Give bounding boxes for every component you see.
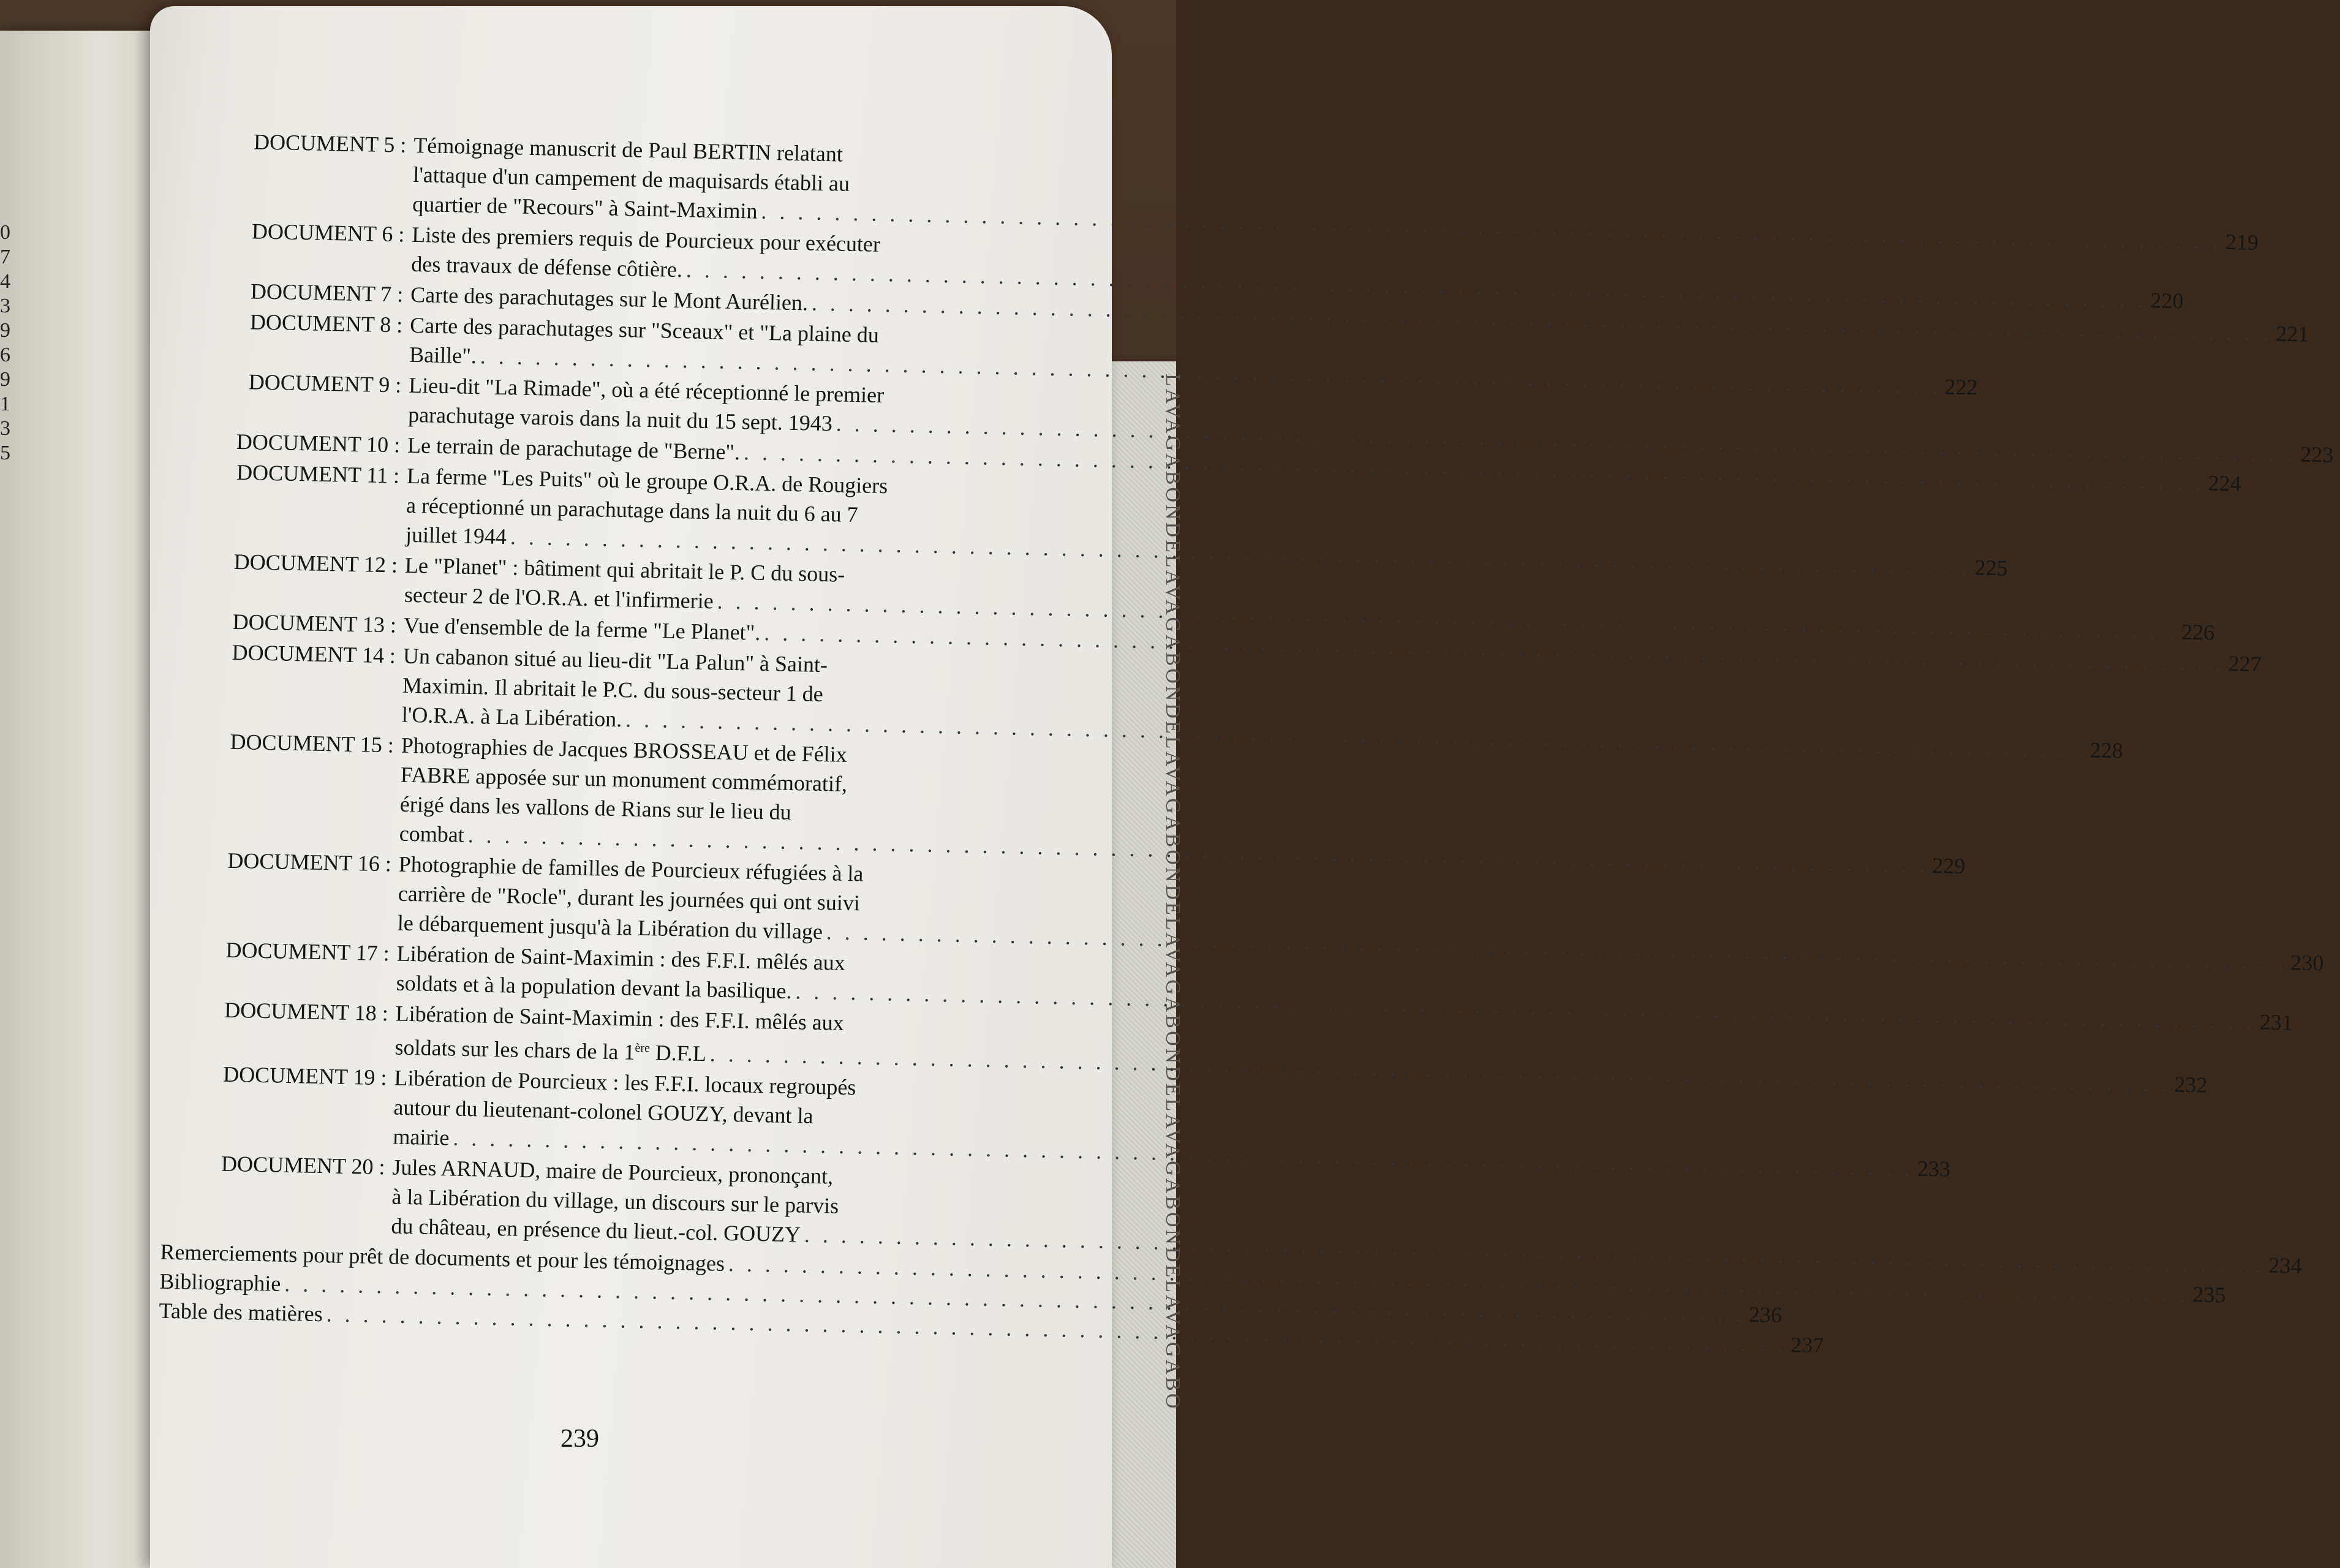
toc-entry-line-text: juillet 1944 [405,522,507,549]
toc-entry-label: DOCUMENT 15 : [230,729,394,758]
toc-extra-label: Remerciements pour prêt de documents et pour les témoignages [160,1239,725,1276]
toc-entry-label: DOCUMENT 19 : [222,1061,387,1090]
toc-entry-label: DOCUMENT 6 : [251,219,405,247]
toc-entry-label: DOCUMENT 5 : [253,129,407,157]
superscript-ere: ère [635,1041,651,1055]
toc-entry-page: 225 [1974,555,2008,581]
toc-entry-line-text: érigé dans les vallons de Rians sur le lieu du [399,791,792,825]
toc-entry-page: 234 [2268,1253,2302,1278]
toc-entry-line-text: Libération de Pourcieux : les F.F.I. locaux regroupés [394,1065,856,1100]
toc-entry-label: DOCUMENT 12 : [233,549,398,578]
edge-number: 3 [0,417,10,440]
toc-entry-line-text: Liste des premiers requis de Pourcieux pour exécuter [411,222,881,257]
toc-entry-page: 233 [1917,1156,1951,1182]
toc-entry-line-text: Vue d'ensemble de la ferme "Le Planet". [403,612,761,645]
toc-extra-label: Bibliographie [159,1268,281,1296]
toc-extra-page: 235 [2192,1282,2226,1308]
toc-entry-line-text: Témoignage manuscrit de Paul BERTIN relatant [413,132,844,167]
toc-entry-label: DOCUMENT 14 : [232,639,396,668]
toc-entry-line-text: soldats et à la population devant la basilique. [396,970,792,1004]
toc-entry-line-text: le débarquement jusqu'à la Libération du village [397,910,823,944]
toc-entry-line-text: combat [399,821,465,847]
toc-entry-label: DOCUMENT 16 : [227,848,392,876]
toc-extra-label: Table des matières [159,1298,323,1327]
toc-entry-line-text: à la Libération du village, un discours sur le parvis [391,1184,839,1218]
toc-entry-label: DOCUMENT 18 : [224,997,389,1026]
toc-entry-line-text: Carte des parachutages sur "Sceaux" et "La plaine du [409,312,880,347]
edge-number: 3 [0,295,10,317]
toc-entry-page: 227 [2228,651,2262,677]
toc-entry-page: 224 [2208,470,2242,496]
edge-number: 1 [0,393,10,415]
toc-entry-label: DOCUMENT 7 : [250,279,404,307]
toc-entry-line-text: soldats sur les chars de la 1ère D.F.L [394,1035,707,1066]
toc-entry-page: 226 [2181,619,2215,645]
toc-entry-page: 230 [2290,950,2324,976]
toc-entry-label: DOCUMENT 11 : [236,459,400,488]
toc-entry-line-text: La ferme "Les Puits" où le groupe O.R.A. de Rougiers [406,463,888,499]
toc-entry-line-text: l'attaque d'un campement de maquisards établi au [412,162,850,196]
toc-entry-page: 219 [2225,229,2259,255]
toc-entry-label: DOCUMENT 13 : [232,609,397,638]
edge-number: 0 [0,221,10,244]
toc-entry-page: 228 [2089,737,2124,763]
edge-number: 5 [0,442,10,464]
toc-entry-line-text: l'O.R.A. à La Libération. [401,702,622,732]
toc-entry-line-text: quartier de "Recours" à Saint-Maximin [412,191,758,224]
toc-entry-line-text: Le "Planet" : bâtiment qui abritait le P. C du sous- [404,552,845,587]
toc-entry-label: DOCUMENT 8 : [249,309,403,337]
toc-entry-line-text: Photographie de familles de Pourcieux réfugiées à la [398,851,864,886]
edge-number: 4 [0,270,10,293]
left-page-edge-numbers [0,221,18,466]
edge-number: 7 [0,246,10,268]
edge-number: 9 [0,319,10,342]
left-page [0,31,165,1568]
toc-entry-line-text: Jules ARNAUD, maire de Pourcieux, prononçant, [392,1155,834,1189]
toc-entry-page: 220 [2150,288,2184,314]
toc-entry-line-text: Le terrain de parachutage de "Berne". [407,432,741,465]
toc-entry-line-text: a réceptionné un parachutage dans la nuit du 6 au 7 [406,492,859,527]
toc-entry-line-text: mairie [393,1124,450,1150]
toc-entry-page: 231 [2259,1009,2293,1035]
toc-entry-label: DOCUMENT 20 : [221,1151,385,1180]
toc-entry-line-text: Libération de Saint-Maximin : des F.F.I. mêlés aux [395,1001,845,1035]
insert-strip-text: LAVAGABONDELAVAGABONDELAVAGABONDELAVAGABONDELAVAGABONDELAVAGABO [1161,374,1184,1411]
toc-entry-page: 223 [2300,442,2334,467]
edge-number: 6 [0,344,10,366]
toc-entry-line-text: Un cabanon situé au lieu-dit "La Palun" à Saint- [402,643,828,677]
toc-entry-line-text: Lieu-dit "La Rimade", où a été réceptionné le premier [408,372,885,408]
toc-entry-line-text: Maximin. Il abritait le P.C. du sous-secteur 1 de [402,673,824,707]
toc-entry-label: DOCUMENT 17 : [225,937,390,966]
toc-entry-page: 221 [2276,321,2309,347]
toc-entry-line-text: Libération de Saint-Maximin : des F.F.I. mêlés aux [396,941,846,975]
toc-entry-line-text: Carte des parachutages sur le Mont Aurélien. [410,282,809,315]
toc-entry-line-text: parachutage varois dans la nuit du 15 sept. 1943 [407,402,833,436]
toc-entry-page: 232 [2173,1072,2208,1098]
toc-extra-page: 237 [1790,1332,1824,1358]
toc-entry-line-text: Baille". [409,342,477,369]
toc-entry-line-text: carrière de "Rocle", durant les journées qui ont suivi [398,881,861,916]
toc-entry-line-text: Photographies de Jacques BROSSEAU et de Félix [401,733,848,767]
toc-entry-line-text: secteur 2 de l'O.R.A. et l'infirmerie [404,582,714,614]
toc-entry-label: DOCUMENT 10 : [236,429,401,458]
page-number: 239 [560,1425,599,1453]
toc-entry-label: DOCUMENT 9 : [248,369,402,398]
toc-entry-line-text: FABRE apposée sur un monument commémoratif, [400,762,848,796]
toc-entry-page: 229 [1931,853,1966,879]
toc-extra-page: 236 [1748,1302,1783,1328]
toc-entry-page: 222 [1944,374,1978,400]
toc-entry-line-text: des travaux de défense côtière. [410,251,683,282]
toc-entry-line-text: autour du lieutenant-colonel GOUZY, devant la [393,1095,813,1128]
edge-number: 9 [0,368,10,391]
toc-entry-line-text: du château, en présence du lieut.-col. GOUZY [391,1213,801,1247]
